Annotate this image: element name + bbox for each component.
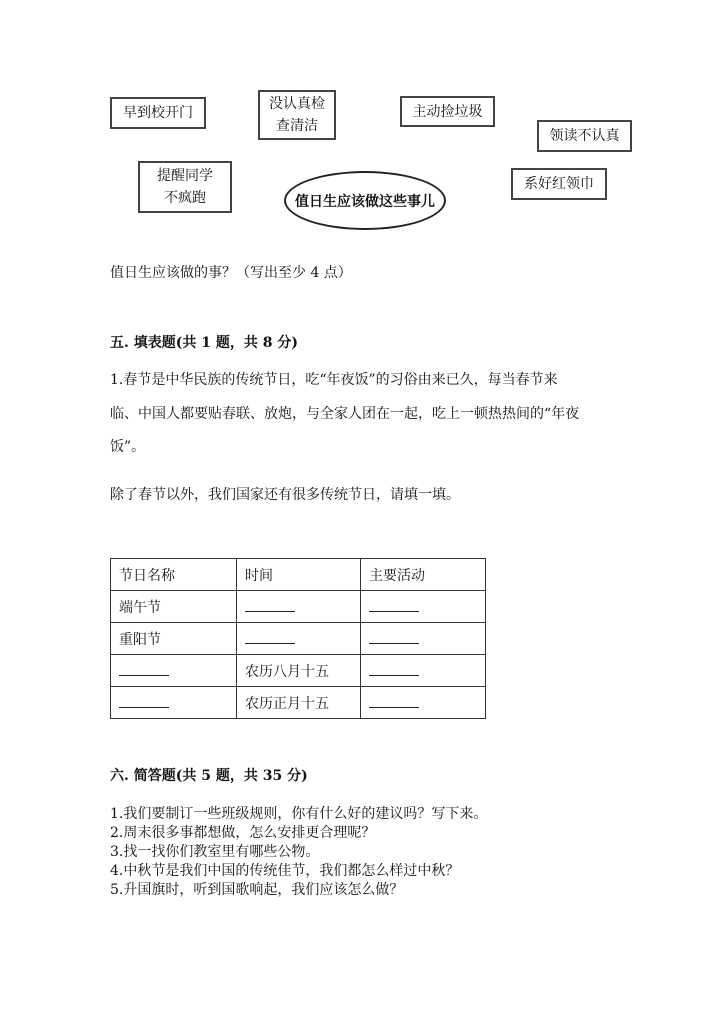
cell-activity-blank[interactable] bbox=[361, 623, 486, 655]
box-tie-red-scarf bbox=[511, 168, 607, 200]
cell-time: 农历八月十五 bbox=[237, 655, 361, 687]
fill-blank[interactable] bbox=[369, 665, 419, 676]
section5-para-line1: 1.春节是中华民族的传统节日，吃“年夜饭”的习俗由来已久，每当春节来 bbox=[110, 372, 558, 388]
section6-heading: 六. 简答题(共 5 题，共 35 分) bbox=[110, 768, 308, 784]
cell-name-blank[interactable] bbox=[111, 655, 237, 687]
box-label-line1: 提醒同学 bbox=[157, 168, 213, 184]
cell-activity-blank[interactable] bbox=[361, 687, 486, 719]
cell-time: 农历正月十五 bbox=[237, 687, 361, 719]
cell-festival-name: 重阳节 bbox=[111, 623, 237, 655]
section5-heading: 五. 填表题(共 1 题，共 8 分) bbox=[110, 335, 298, 351]
fill-blank[interactable] bbox=[369, 633, 419, 644]
box-not-check-cleaning bbox=[258, 90, 336, 140]
box-label: 主动捡垃圾 bbox=[412, 103, 483, 120]
box-open-school-early bbox=[110, 97, 206, 129]
box-label-line2: 查清洁 bbox=[276, 118, 318, 134]
table-row bbox=[111, 655, 486, 687]
cell-name-blank[interactable] bbox=[111, 687, 237, 719]
header-festival-name: 节日名称 bbox=[111, 559, 237, 591]
cell-time-blank[interactable] bbox=[237, 623, 361, 655]
section5-para-line2: 临、中国人都要贴春联、放炮，与全家人团在一起，吃上一顿热热间的“年夜 bbox=[110, 406, 580, 422]
question-5: 5.升国旗时，听到国歌响起，我们应该怎么做？ bbox=[110, 882, 404, 898]
center-oval-label: 值日生应该做这些事儿 bbox=[295, 193, 435, 210]
table-header-row bbox=[111, 559, 486, 591]
question-4: 4.中秋节是我们中国的传统佳节，我们都怎么样过中秋？ bbox=[110, 863, 460, 879]
box-label: 领读不认真 bbox=[549, 128, 620, 144]
question-1: 1.我们要制订一些班级规则，你有什么好的建议吗？写下来。 bbox=[110, 806, 488, 822]
header-main-activity: 主要活动 bbox=[361, 559, 486, 591]
cell-time-blank[interactable] bbox=[237, 591, 361, 623]
cell-activity-blank[interactable] bbox=[361, 655, 486, 687]
box-label: 早到校开门 bbox=[123, 105, 193, 121]
header-time: 时间 bbox=[237, 559, 361, 591]
box-read-carelessly bbox=[537, 120, 632, 152]
table-row bbox=[111, 687, 486, 719]
table-row bbox=[111, 623, 486, 655]
fill-blank[interactable] bbox=[245, 601, 295, 612]
table-row bbox=[111, 591, 486, 623]
box-label-line1: 没认真检 bbox=[269, 96, 325, 112]
cell-activity-blank[interactable] bbox=[361, 591, 486, 623]
fill-blank[interactable] bbox=[119, 665, 169, 676]
fill-blank[interactable] bbox=[369, 697, 419, 708]
box-remind-no-running bbox=[138, 161, 232, 213]
section5-instruction: 除了春节以外，我们国家还有很多传统节日，请填一填。 bbox=[110, 487, 460, 503]
section5-para-line3: 饭”。 bbox=[110, 439, 146, 455]
fill-blank[interactable] bbox=[245, 633, 295, 644]
diagram-question: 值日生应该做的事？（写出至少 4 点） bbox=[110, 265, 352, 281]
festival-table bbox=[110, 558, 486, 719]
question-3: 3.找一找你们教室里有哪些公物。 bbox=[110, 844, 320, 860]
center-oval bbox=[284, 171, 446, 230]
fill-blank[interactable] bbox=[369, 601, 419, 612]
fill-blank[interactable] bbox=[119, 697, 169, 708]
box-label: 系好红领巾 bbox=[524, 176, 594, 192]
box-label-line2: 不疯跑 bbox=[164, 190, 206, 206]
box-pick-up-trash bbox=[400, 96, 495, 127]
question-2: 2.周末很多事都想做，怎么安排更合理呢？ bbox=[110, 825, 376, 841]
cell-festival-name: 端午节 bbox=[111, 591, 237, 623]
